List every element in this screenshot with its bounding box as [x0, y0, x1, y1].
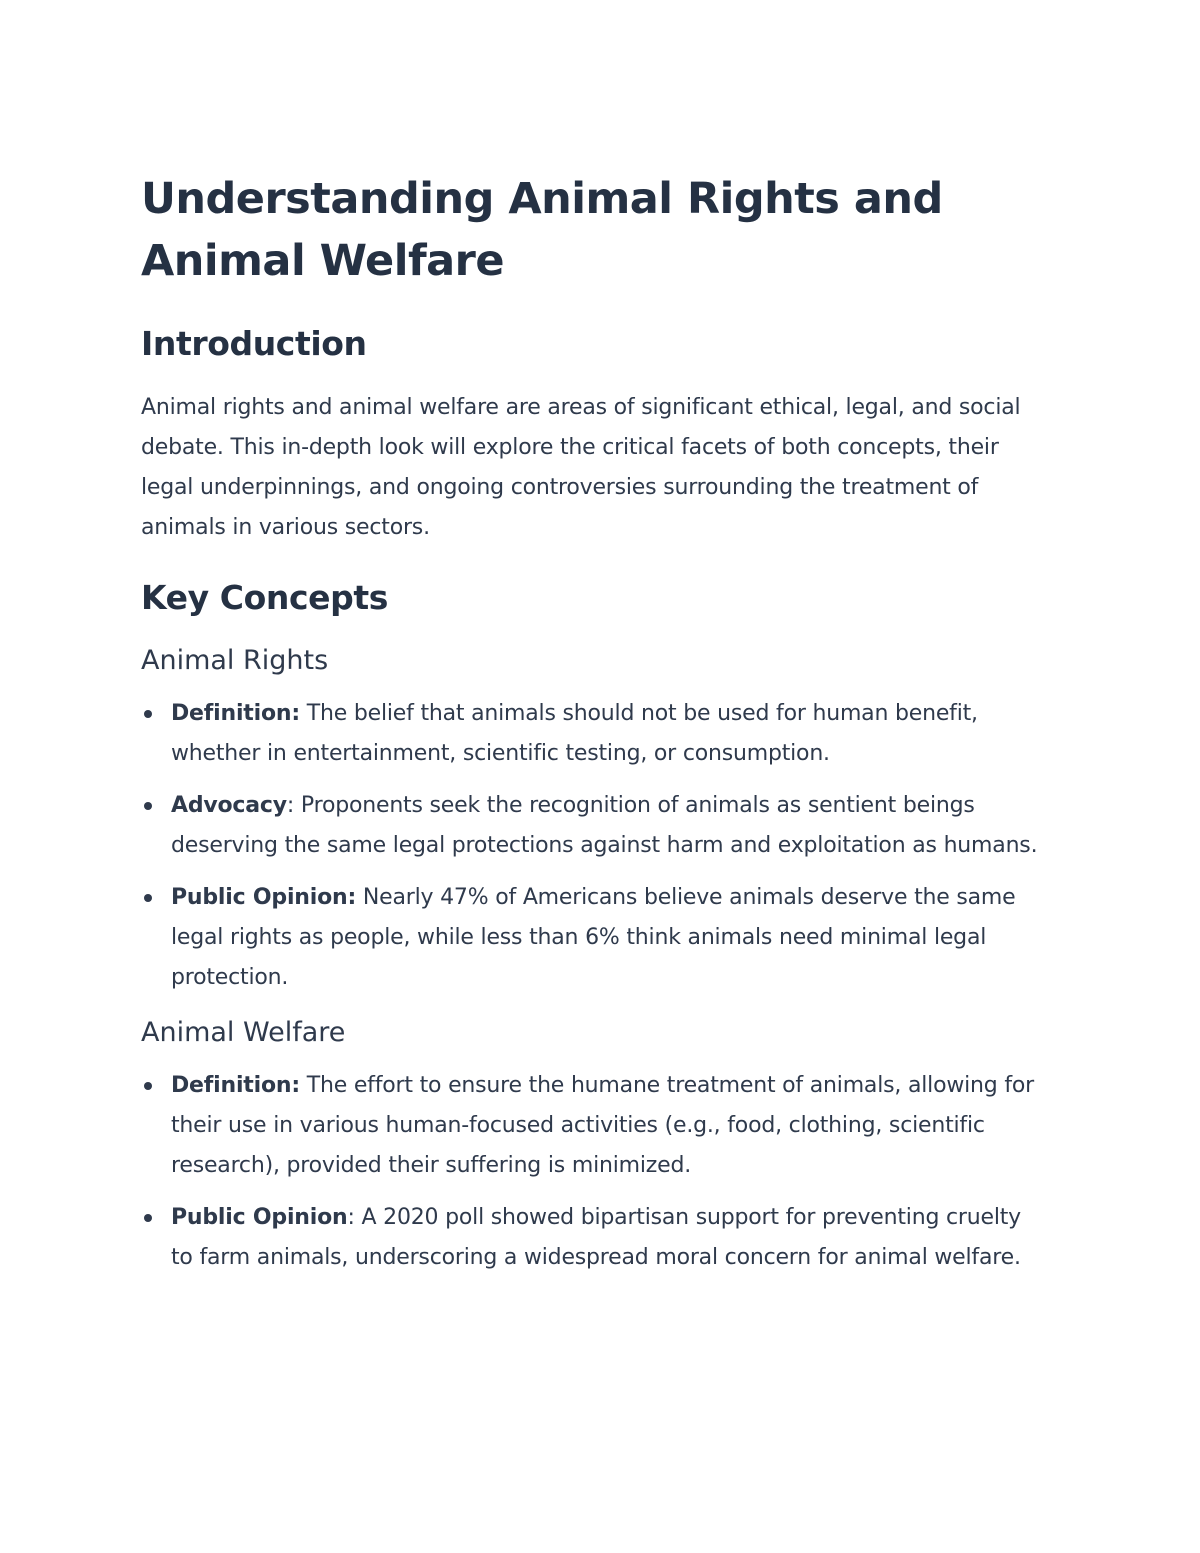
list-item-text: : A 2020 poll showed bipartisan support for preventing cruelty to farm animals, underscoring a widespread moral concern for animal welfare.: [171, 1205, 1021, 1270]
list-item-term: Public Opinion:: [171, 885, 357, 910]
list-item-text: Nearly 47% of Americans believe animals deserve the same legal rights as people, while less than 6% think animals need minimal legal protection.: [171, 885, 1016, 990]
list-item-term: Advocacy: [171, 793, 287, 818]
key-concepts-section: [141, 576, 1041, 1278]
introduction-paragraph: Animal rights and animal welfare are areas of significant ethical, legal, and social debate. This in-depth look will explore the critical facets of both concepts, their legal underpinnings, and ongoing controversies surrounding the treatment of animals in various sectors.: [141, 395, 1021, 540]
list-item-text: : Proponents seek the recognition of animals as sentient beings deserving the same legal protections against harm and exploitation as humans.: [171, 793, 1038, 858]
bullet-icon: [144, 802, 152, 810]
introduction-heading: Introduction: [141, 324, 367, 363]
animal-rights-heading: Animal Rights: [141, 645, 329, 676]
document-page: [141, 168, 1041, 1294]
bullet-icon: [144, 894, 152, 902]
list-item-text: The belief that animals should not be used for human benefit, whether in entertainment, scientific testing, or consumption.: [171, 701, 978, 766]
introduction-section: [141, 322, 1041, 548]
bullet-icon: [144, 1082, 152, 1090]
animal-welfare-list: [141, 1066, 1041, 1278]
list-item-term: Definition:: [171, 1073, 300, 1098]
document-title: Understanding Animal Rights and Animal Welfare: [141, 174, 943, 286]
list-item: [141, 694, 1041, 774]
animal-welfare-heading: Animal Welfare: [141, 1017, 346, 1048]
list-item: [141, 878, 1041, 998]
bullet-icon: [144, 1214, 152, 1222]
list-item: [141, 1066, 1041, 1186]
list-item: [141, 1198, 1041, 1278]
list-item-term: Public Opinion: [171, 1205, 348, 1230]
animal-rights-list: [141, 694, 1041, 998]
list-item: [141, 786, 1041, 866]
list-item-term: Definition:: [171, 701, 300, 726]
key-concepts-heading: Key Concepts: [141, 578, 388, 617]
list-item-text: The effort to ensure the humane treatment of animals, allowing for their use in various human-focused activities (e.g., food, clothing, scientific research), provided their suffering is minimized.: [171, 1073, 1035, 1178]
bullet-icon: [144, 710, 152, 718]
